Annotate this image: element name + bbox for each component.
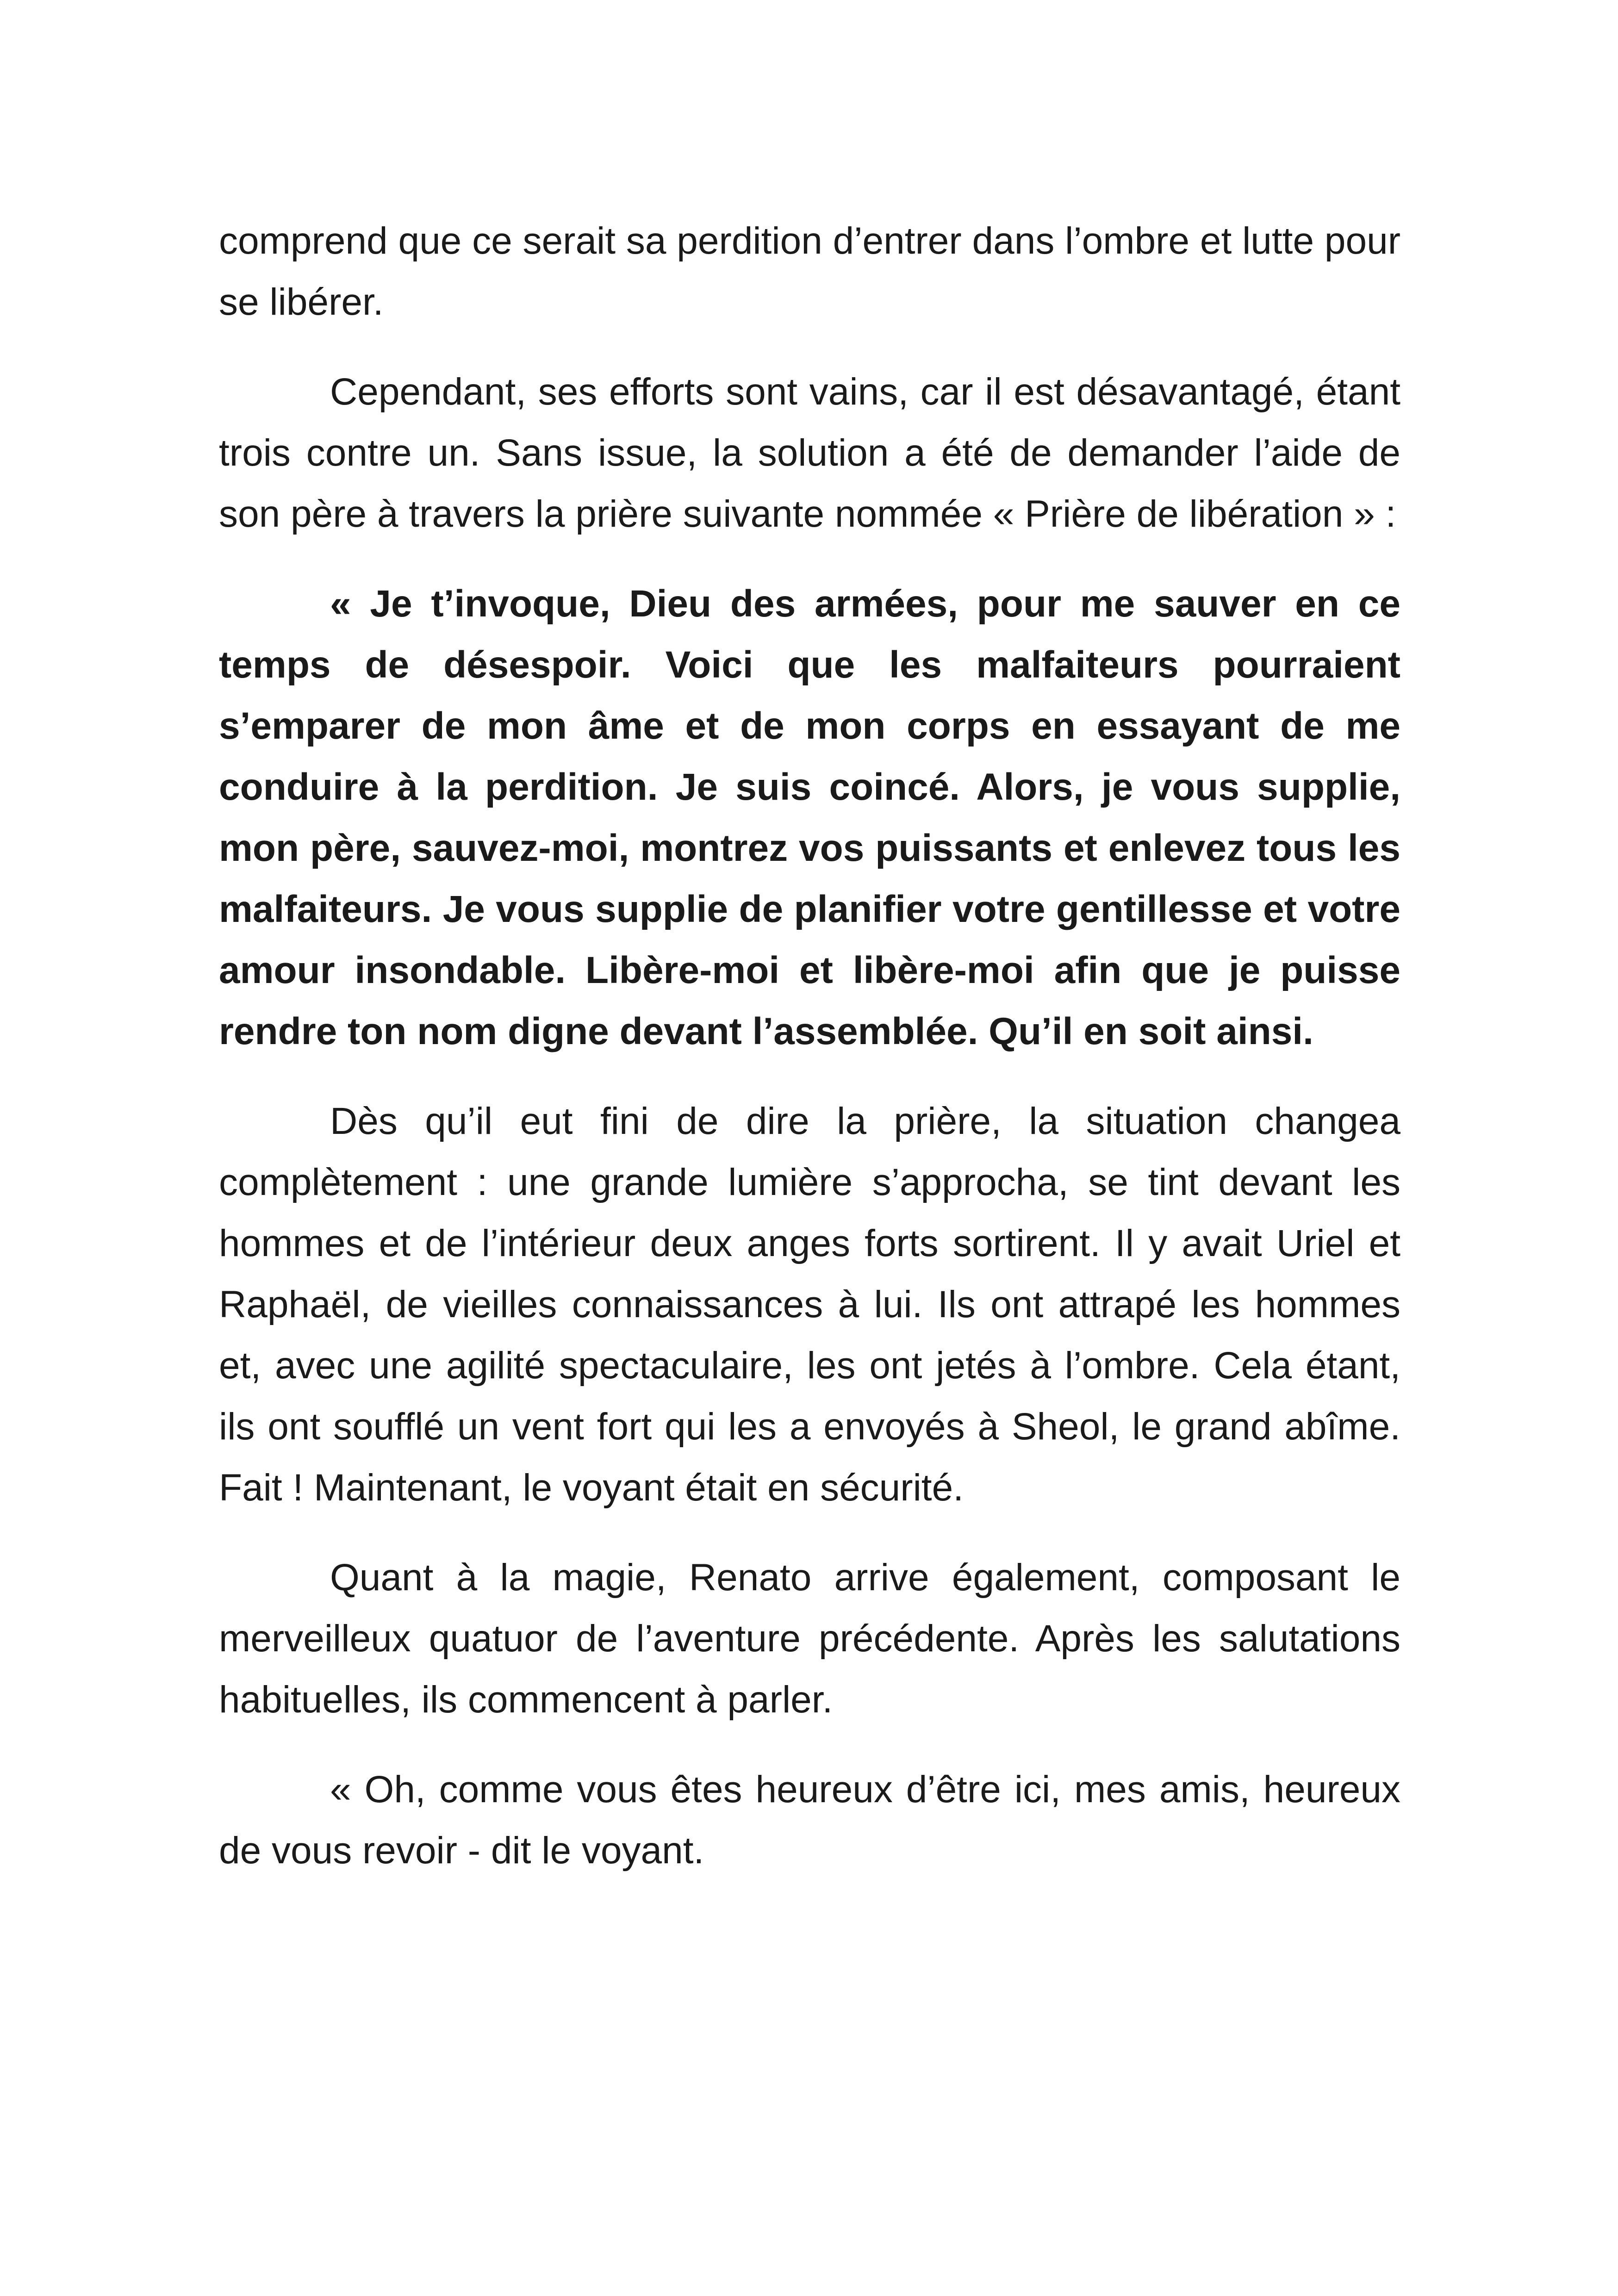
paragraph-prayer: « Je t’invoque, Dieu des armées, pour me sauver en ce temps de désespoir. Voici que les malfaiteurs pourraient s’emparer de mon âme et de mon corps en essayant de me conduire à la perdition. Je suis coincé. Alors, je vous supplie, mon père, sauvez-moi, montrez vos puissants et enlevez tous les malfaiteurs. Je vous supplie de planifier votre gentillesse et votre amour insondable. Libère-moi et libère-moi afin que je puisse rendre ton nom digne devant l’assemblée. Qu’il en soit ainsi. [219,583,1400,1052]
paragraph-efforts: Cependant, ses efforts sont vains, car il est désavantagé, étant trois contre un. Sans issue, la solution a été de demander l’aide de son père à travers la prière suivante nommée « Prière de libération » : [219,371,1400,535]
paragraph-angels: Dès qu’il eut fini de dire la prière, la situation changea complètement : une grande lumière s’approcha, se tint devant les hommes et de l’intérieur deux anges forts sortirent. Il y avait Uriel et Raphaël, de vieilles connaissances à lui. Ils ont attrapé les hommes et, avec une agilité spectaculaire, les ont jetés à l’ombre. Cela étant, ils ont soufflé un vent fort qui les a envoyés à Sheol, le grand abîme. Fait ! Maintenant, le voyant était en sécurité. [219,1100,1400,1509]
paragraph-dialogue: « Oh, comme vous êtes heureux d’être ici, mes amis, heureux de vous revoir - dit le voyant. [219,1768,1400,1872]
body-text [219,211,1400,1910]
paragraph-continuation: comprend que ce serait sa perdition d’entrer dans l’ombre et lutte pour se libérer. [219,220,1400,323]
paragraph-renato: Quant à la magie, Renato arrive également, composant le merveilleux quatuor de l’aventure précédente. Après les salutations habituelles, ils commencent à parler. [219,1556,1400,1721]
